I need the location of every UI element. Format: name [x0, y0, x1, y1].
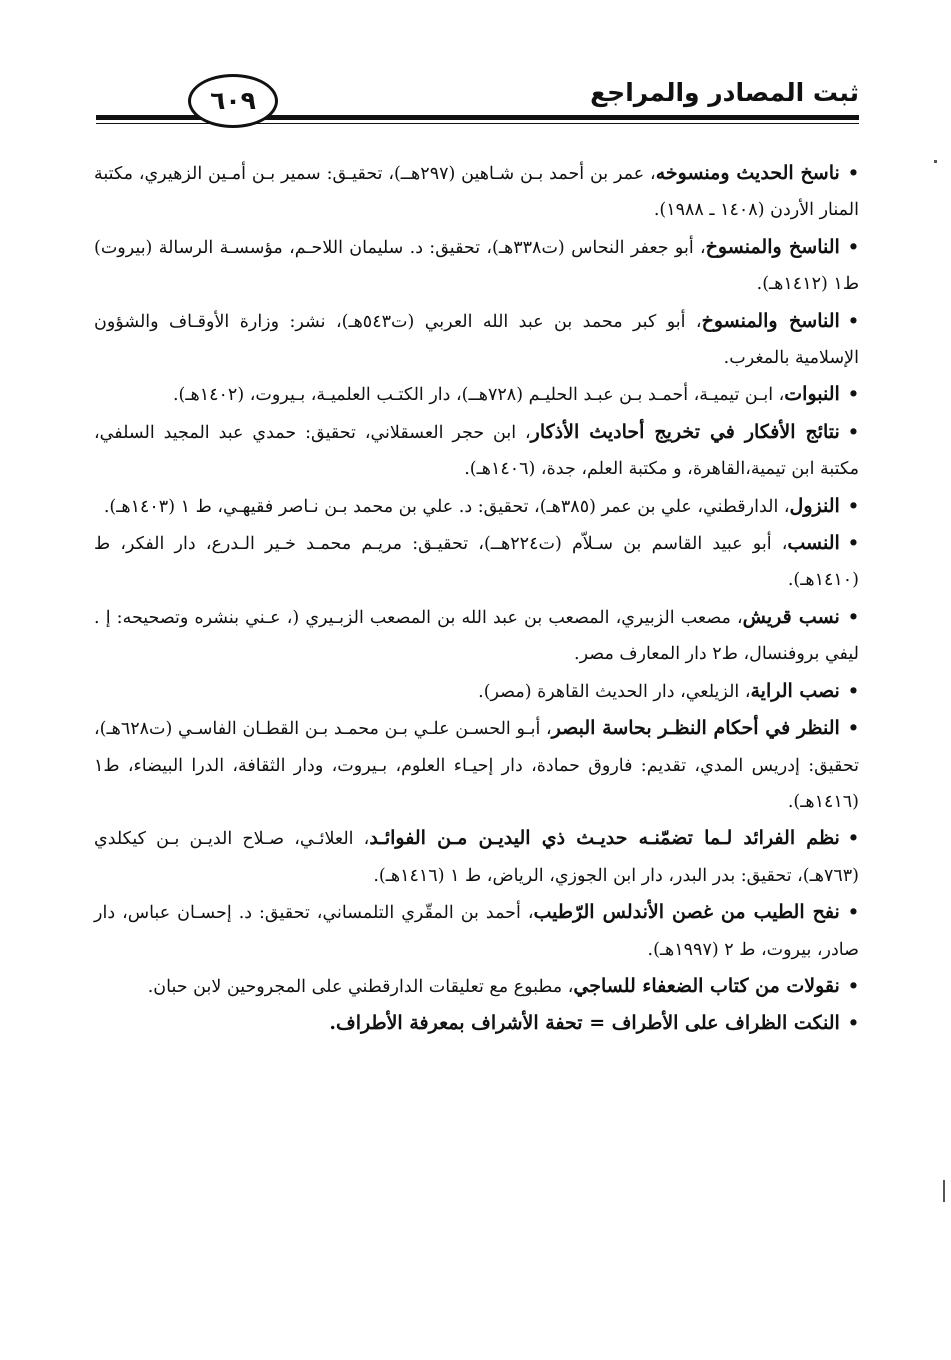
- bullet-icon: •: [847, 311, 859, 332]
- bullet-icon: •: [847, 607, 859, 628]
- entry-details: ، ابن حجر العسقلاني، تحقيق: حمدي عبد المجيد السلفي، مكتبة ابن تيمية،القاهرة، و مكتبة العلم، جدة، (١٤٠٦هـ).: [94, 422, 859, 480]
- bibliography-entry: [94, 894, 859, 968]
- entry-title: نسب قريش: [742, 605, 840, 628]
- bullet-icon: •: [847, 237, 859, 258]
- page-header: [96, 70, 859, 130]
- entry-details: ، مطبوع مع تعليقات الدارقطني على المجروحين لابن حبان.: [147, 976, 574, 997]
- entry-details: ، الدارقطني، علي بن عمر (٣٨٥هـ)، تحقيق: د. علي بن محمد بـن نـاصر فقيهـي، ط ١ (١٤٠٣هـ).: [103, 496, 790, 517]
- entry-title: النزول: [789, 494, 840, 517]
- entry-title: النبوات: [784, 383, 840, 406]
- entry-details: ، العلائـي، صـلاح الديـن بـن كيكلدي (٧٦٣هـ)، تحقيق: بدر البدر، دار ابن الجوزي، الرياض، ط ١ (١٤١٦هـ).: [94, 829, 859, 886]
- bibliography-entry: [94, 525, 859, 599]
- bullet-icon: •: [847, 829, 860, 850]
- bullet-icon: •: [847, 681, 859, 702]
- bibliography-entry: [94, 414, 859, 488]
- bibliography-entry: [94, 599, 859, 673]
- bibliography-entry: [94, 376, 859, 413]
- entry-title: نقولات من كتاب الضعفاء للساجي: [573, 974, 840, 997]
- entry-details: ، عمر بن أحمد بـن شـاهين (٢٩٧هــ)، تحقيـق: سمير بـن أمـين الزهيري، مكتبة المنار الأردن (١٤٠٨ ـ ١٩٨٨).: [94, 164, 859, 221]
- entry-title: نظم الفرائد لـما تضمّنـه حديـث ذي اليديـن مـن الفوائـد: [369, 827, 840, 850]
- bibliography-entry: [94, 710, 859, 820]
- bibliography-entry: [94, 229, 859, 303]
- entry-details: ، أبو جعفر النحاس (ت٣٣٨هـ)، تحقيق: د. سليمان اللاحـم، مؤسسـة الرسالة (بيروت) ط١ (١٤١٢هـ).: [94, 237, 859, 295]
- bibliography-entry: [94, 155, 859, 229]
- scan-speck: [943, 1180, 945, 1202]
- bibliography-entry: [94, 968, 859, 1005]
- entry-details: ، أبو عبيد القاسم بن سـلاّم (ت٢٢٤هــ)، تحقيـق: مريـم محمـد خـير الـدرع، دار الفكر، ط (١٤١٠هـ).: [94, 534, 859, 591]
- entry-title: الناسخ والمنسوخ: [701, 309, 840, 332]
- bibliography-entry: [94, 673, 859, 710]
- bullet-icon: •: [847, 385, 859, 406]
- bullet-icon: •: [847, 1014, 859, 1035]
- page-number: ٦٠٩: [188, 74, 278, 128]
- bibliography-list: [94, 155, 859, 1043]
- bibliography-entry: [94, 488, 859, 525]
- bullet-icon: •: [847, 976, 859, 997]
- running-title: ثبت المصادر والمراجع: [590, 78, 859, 107]
- bullet-icon: •: [847, 164, 859, 184]
- entry-title: النسب: [787, 532, 840, 555]
- bibliography-entry: [94, 303, 859, 377]
- bullet-icon: •: [847, 903, 860, 924]
- bibliography-entry: [94, 1005, 859, 1042]
- entry-details: ، أبـو الحسـن علـي بـن محمـد بـن القطـان الفاسـي (ت٦٢٨هـ)، تحقيق: إدريس المدي، تقديم: فاروق حمادة، دار إحيـاء العلوم، بـيروت، ودار الثقافة، الدرا البيضاء، ط١ (١٤١٦هـ).: [94, 719, 859, 812]
- entry-title: نتائج الأفكار في تخريج أحاديث الأذكار: [530, 420, 840, 443]
- bullet-icon: •: [847, 422, 859, 443]
- entry-title: نصب الراية: [750, 679, 840, 702]
- entry-title: ناسخ الحديث ومنسوخه: [655, 162, 840, 184]
- bullet-icon: •: [847, 496, 859, 517]
- entry-details: = تحفة الأشراف بمعرفة الأطراف.: [329, 1012, 612, 1035]
- entry-details: ، مصعب الزبيري، المصعب بن عبد الله بن المصعب الزبـيري (، عـني بنشره وتصحيحه: إ . ليفي بروفنسال، ط٢ دار المعارف مصر.: [94, 607, 859, 665]
- entry-title: الناسخ والمنسوخ: [705, 235, 840, 258]
- bibliography-entry: [94, 820, 859, 894]
- entry-details: ، الزيلعي، دار الحديث القاهرة (مصر).: [478, 681, 751, 702]
- entry-details: ، أبو كبر محمد بن عبد الله العربي (ت٥٤٣هـ)، نشر: وزارة الأوقـاف والشؤون الإسلامية بالمغرب.: [94, 311, 859, 369]
- bullet-icon: •: [847, 534, 859, 555]
- entry-title: النظر في أحكام النظـر بحاسة البصر: [551, 717, 840, 740]
- entry-title: النكت الظراف على الأطراف: [611, 1012, 840, 1035]
- bullet-icon: •: [847, 719, 859, 740]
- entry-details: ، أحمد بن المقّري التلمساني، تحقيق: د. إحسـان عباس، دار صادر، بيروت، ط ٢ (١٩٩٧هـ).: [94, 903, 859, 960]
- scan-speck: [934, 160, 937, 163]
- entry-details: ، ابـن تيميـة، أحمـد بـن عبـد الحليـم (٧٢٨هــ)، دار الكتـب العلميـة، بـيروت، (١٤٠٢هـ).: [172, 385, 785, 406]
- entry-title: نفح الطيب من غصن الأندلس الرّطيب: [533, 901, 840, 924]
